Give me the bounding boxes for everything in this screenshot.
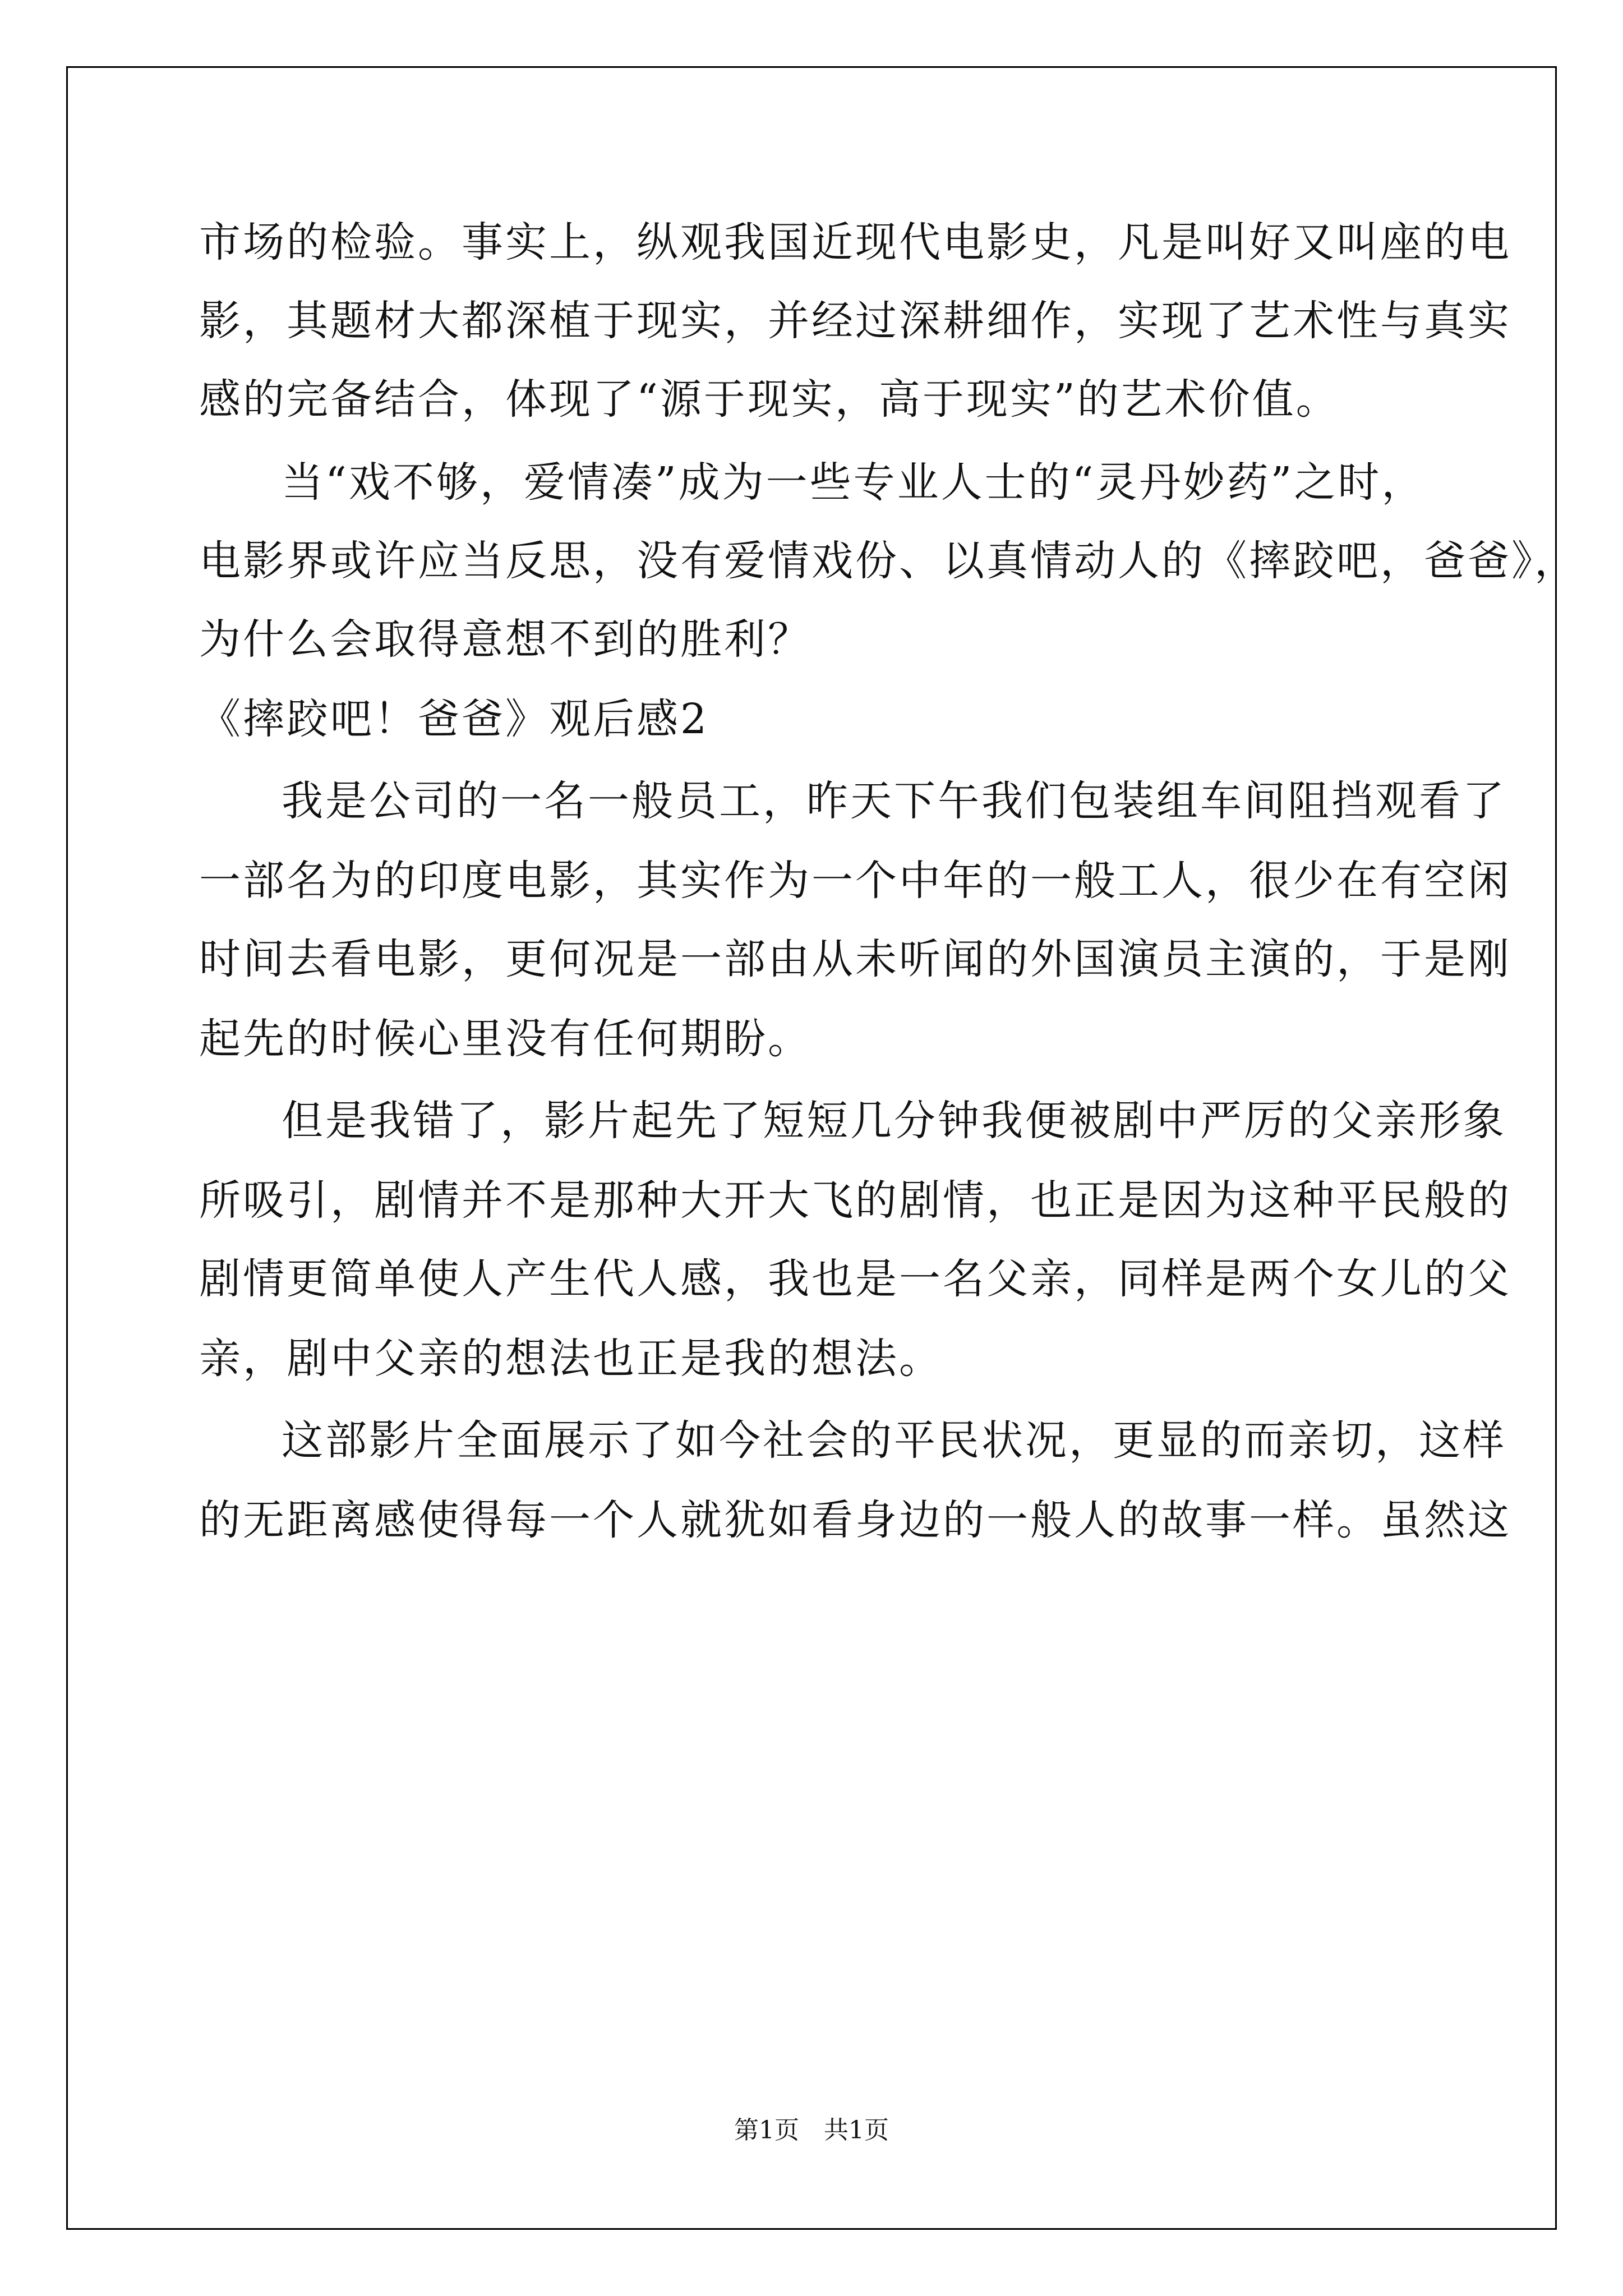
text-line: 市场的检验。事实上，纵观我国近现代电影史，凡是叫好又叫座的电 <box>199 218 1511 266</box>
text-line: 时间去看电影，更何况是一部由从未听闻的外国演员主演的，于是刚 <box>199 935 1511 983</box>
text-line: 为什么会取得意想不到的胜利？ <box>199 615 811 664</box>
paragraph-start-line: 我是公司的一名一般员工，昨天下午我们包装组车间阻挡观看了 <box>282 777 1506 825</box>
section-heading: 《摔跤吧！爸爸》观后感2 <box>199 695 709 743</box>
text-line: 的无距离感使得每一个人就犹如看身边的一般人的故事一样。虽然这 <box>199 1496 1511 1544</box>
paragraph-start-line: 当“戏不够，爱情凑”成为一些专业人士的“灵丹妙药”之时， <box>282 458 1426 507</box>
text-line: 亲，剧中父亲的想法也正是我的想法。 <box>199 1335 943 1383</box>
page-footer: 第1页 共1页 <box>734 2116 889 2145</box>
text-line: 一部名为的印度电影，其实作为一个中年的一般工人，很少在有空闲 <box>199 857 1511 905</box>
text-line: 起先的时候心里没有任何期盼。 <box>199 1015 811 1063</box>
text-line: 剧情更简单使人产生代人感，我也是一名父亲，同样是两个女儿的父 <box>199 1255 1511 1303</box>
text-line: 感的完备结合，体现了“源于现实，高于现实”的艺术价值。 <box>199 375 1340 424</box>
text-line: 电影界或许应当反思，没有爱情戏份、以真情动人的《摔跤吧，爸爸》， <box>199 537 1578 585</box>
text-line: 所吸引，剧情并不是那种大开大飞的剧情，也正是因为这种平民般的 <box>199 1176 1511 1225</box>
text-line: 影，其题材大都深植于现实，并经过深耕细作，实现了艺术性与真实 <box>199 297 1511 345</box>
paragraph-start-line: 这部影片全面展示了如今社会的平民状况，更显的而亲切，这样 <box>282 1416 1506 1465</box>
paragraph-start-line: 但是我错了，影片起先了短短几分钟我便被剧中严厉的父亲形象 <box>282 1097 1506 1145</box>
